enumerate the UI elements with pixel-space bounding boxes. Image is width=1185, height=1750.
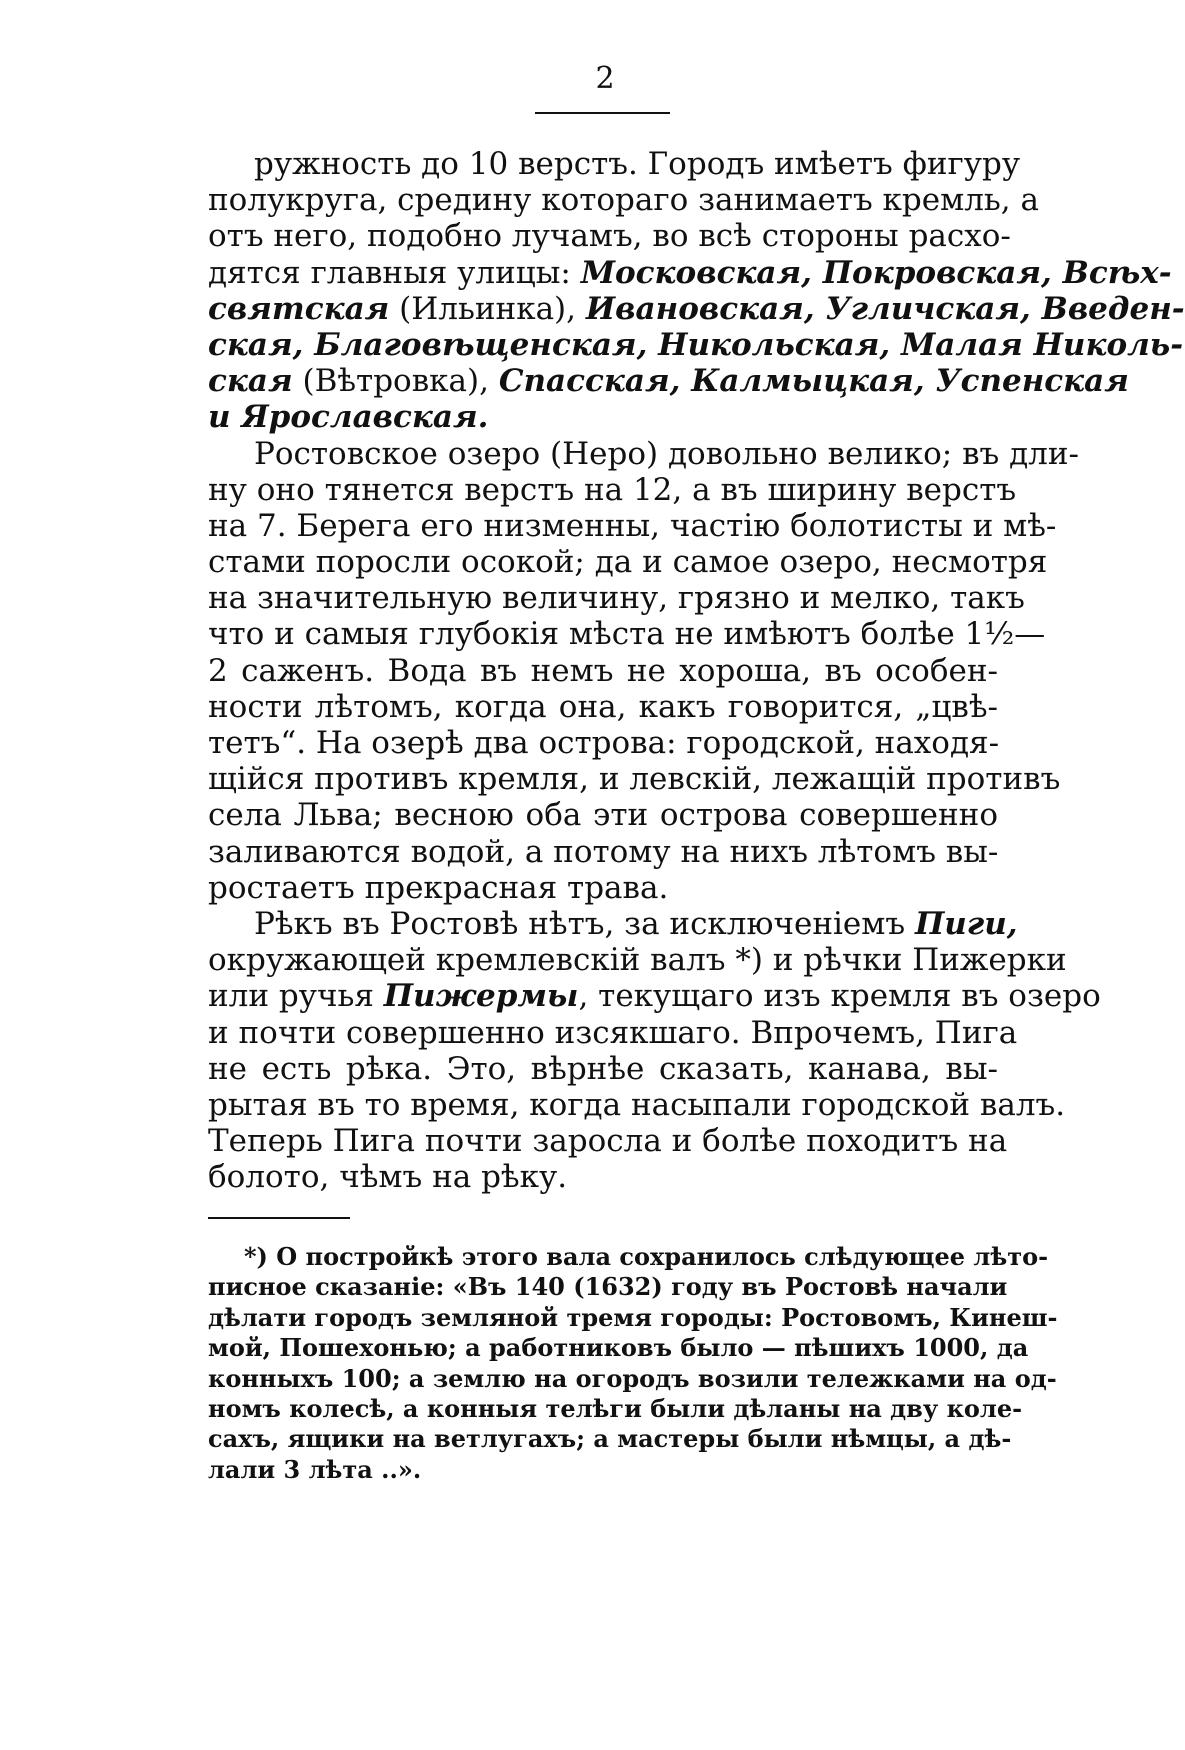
text-run: , текущаго изъ кремля въ озеро bbox=[578, 978, 1101, 1015]
text-run: рытая въ то время, когда насыпали городской валъ. bbox=[208, 1086, 1066, 1123]
header-rule bbox=[535, 112, 670, 114]
text-line bbox=[208, 399, 998, 435]
italic-term: ская bbox=[208, 363, 293, 400]
text-line bbox=[208, 471, 1017, 508]
text-run: дятся главныя улицы: bbox=[208, 254, 581, 291]
text-run: щійся противъ кремля, и левскій, лежащій противъ bbox=[208, 761, 1061, 798]
text-line bbox=[208, 689, 998, 725]
text-run: не есть рѣка. Это, вѣрнѣе сказать, канава, вы- bbox=[208, 1050, 998, 1087]
footnote-line: мой, Пошехонью; а работниковъ было — пѣшихъ 1000, да bbox=[208, 1333, 1029, 1363]
text-line bbox=[208, 218, 1011, 255]
text-run: стами поросли осокой; да и самое озеро, несмотря bbox=[208, 544, 1048, 581]
text-line bbox=[208, 1086, 1066, 1123]
text-line bbox=[208, 725, 998, 761]
footnote bbox=[208, 1242, 1058, 1485]
text-line bbox=[208, 146, 1021, 182]
text-run: 2 саженъ. Вода въ немъ не хороша, въ особен- bbox=[208, 652, 998, 689]
text-line bbox=[208, 254, 1172, 291]
text-line bbox=[208, 507, 1057, 544]
italic-term: и Ярославская. bbox=[208, 399, 489, 436]
text-run: что и самыя глубокія мѣста не имѣютъ болѣе 1½— bbox=[208, 616, 1046, 653]
text-line bbox=[208, 834, 998, 870]
paragraph bbox=[208, 435, 1080, 906]
paragraph bbox=[208, 905, 1101, 1196]
text-run: тетъ“. На озерѣ два острова: городской, находя- bbox=[208, 725, 1000, 761]
text-run: отъ него, подобно лучамъ, во всѣ стороны расхо- bbox=[208, 218, 1011, 255]
footnote-line: писное сказаніе: «Въ 140 (1632) году въ Ростовѣ начали bbox=[208, 1272, 1008, 1302]
italic-term: святская bbox=[208, 290, 390, 327]
text-run: села Льва; весною оба эти острова совершенно bbox=[208, 797, 998, 834]
footnote-line: сахъ, ящики на ветлугахъ; а мастеры были нѣмцы, а дѣ- bbox=[208, 1424, 1012, 1454]
text-run: на 7. Берега его низменны, частію болотисты и мѣ- bbox=[208, 507, 1057, 544]
text-line bbox=[208, 905, 1018, 942]
footnote-line: дѣлати городъ земляной тремя городы: Ростовомъ, Кинеш- bbox=[208, 1302, 1058, 1332]
text-line bbox=[208, 290, 1185, 327]
text-line bbox=[208, 653, 998, 689]
text-line bbox=[208, 435, 1080, 472]
text-line bbox=[208, 544, 1048, 581]
text-line bbox=[208, 797, 998, 833]
text-line bbox=[208, 942, 1067, 979]
text-line bbox=[208, 616, 1046, 653]
text-line bbox=[208, 1159, 998, 1195]
text-line bbox=[208, 1051, 998, 1087]
text-run: ну оно тянется верстъ на 12, а въ ширину верстъ bbox=[208, 471, 1017, 508]
footnote-line: лали 3 лѣта ..». bbox=[208, 1454, 422, 1484]
page-number: 2 bbox=[595, 61, 615, 96]
footnote-line: *) О постройкѣ этого вала сохранилось слѣдующее лѣто- bbox=[244, 1242, 1049, 1271]
text-line bbox=[208, 870, 998, 906]
text-line bbox=[208, 1123, 1008, 1160]
text-run: и почти совершенно изсякшаго. Впрочемъ, Пига bbox=[208, 1014, 1018, 1051]
text-run: или ручья bbox=[208, 978, 384, 1015]
text-run: Ростовское озеро (Неро) довольно велико; въ дли- bbox=[254, 435, 1080, 472]
text-run: на значительную величину, грязно и мелко, такъ bbox=[208, 580, 1025, 617]
text-line bbox=[208, 326, 1184, 363]
text-run: ружность до 10 верстъ. Городъ имѣетъ фигуру bbox=[254, 146, 1021, 182]
italic-term: Ивановская, Угличская, Введен- bbox=[585, 290, 1185, 327]
text-line bbox=[208, 978, 1101, 1015]
footnote-line: номъ колесѣ, а конныя телѣги были дѣланы на дву коле- bbox=[208, 1393, 1023, 1423]
footnote-rule bbox=[208, 1217, 350, 1219]
text-run: Рѣкъ въ Ростовѣ нѣтъ, за исключеніемъ bbox=[254, 905, 915, 942]
text-run: (Ильинка), bbox=[389, 290, 586, 327]
text-run: Теперь Пига почти заросла и болѣе походитъ на bbox=[208, 1123, 1008, 1160]
main-text bbox=[208, 146, 1185, 1196]
text-line bbox=[208, 182, 1039, 219]
text-line bbox=[208, 363, 1129, 400]
italic-term: Пиги, bbox=[914, 905, 1018, 942]
text-run: ростаетъ прекрасная трава. bbox=[208, 869, 669, 906]
paragraph bbox=[208, 146, 1185, 436]
text-run: заливаются водой, а потому на нихъ лѣтомъ вы- bbox=[208, 833, 999, 870]
text-line bbox=[208, 761, 1061, 798]
italic-term: Пижермы bbox=[383, 978, 579, 1015]
text-line bbox=[208, 1014, 1018, 1051]
italic-term: ская, Благовѣщенская, Никольская, Малая Николь- bbox=[208, 326, 1184, 363]
text-run: (Вѣтровка), bbox=[292, 363, 499, 400]
text-run: окружающей кремлевскій валъ *) и рѣчки Пижерки bbox=[208, 942, 1067, 979]
text-line bbox=[208, 580, 1025, 617]
italic-term: Московская, Покровская, Всѣх- bbox=[580, 254, 1172, 291]
footnote-line: конныхъ 100; а землю на огородъ возили тележками на од- bbox=[208, 1363, 1057, 1393]
text-run: болото, чѣмъ на рѣку. bbox=[208, 1159, 568, 1196]
italic-term: Спасская, Калмыцкая, Успенская bbox=[498, 363, 1129, 400]
text-run: ности лѣтомъ, когда она, какъ говорится, „цвѣ- bbox=[208, 688, 998, 725]
text-run: полукруга, средину котораго занимаетъ кремль, а bbox=[208, 182, 1039, 219]
